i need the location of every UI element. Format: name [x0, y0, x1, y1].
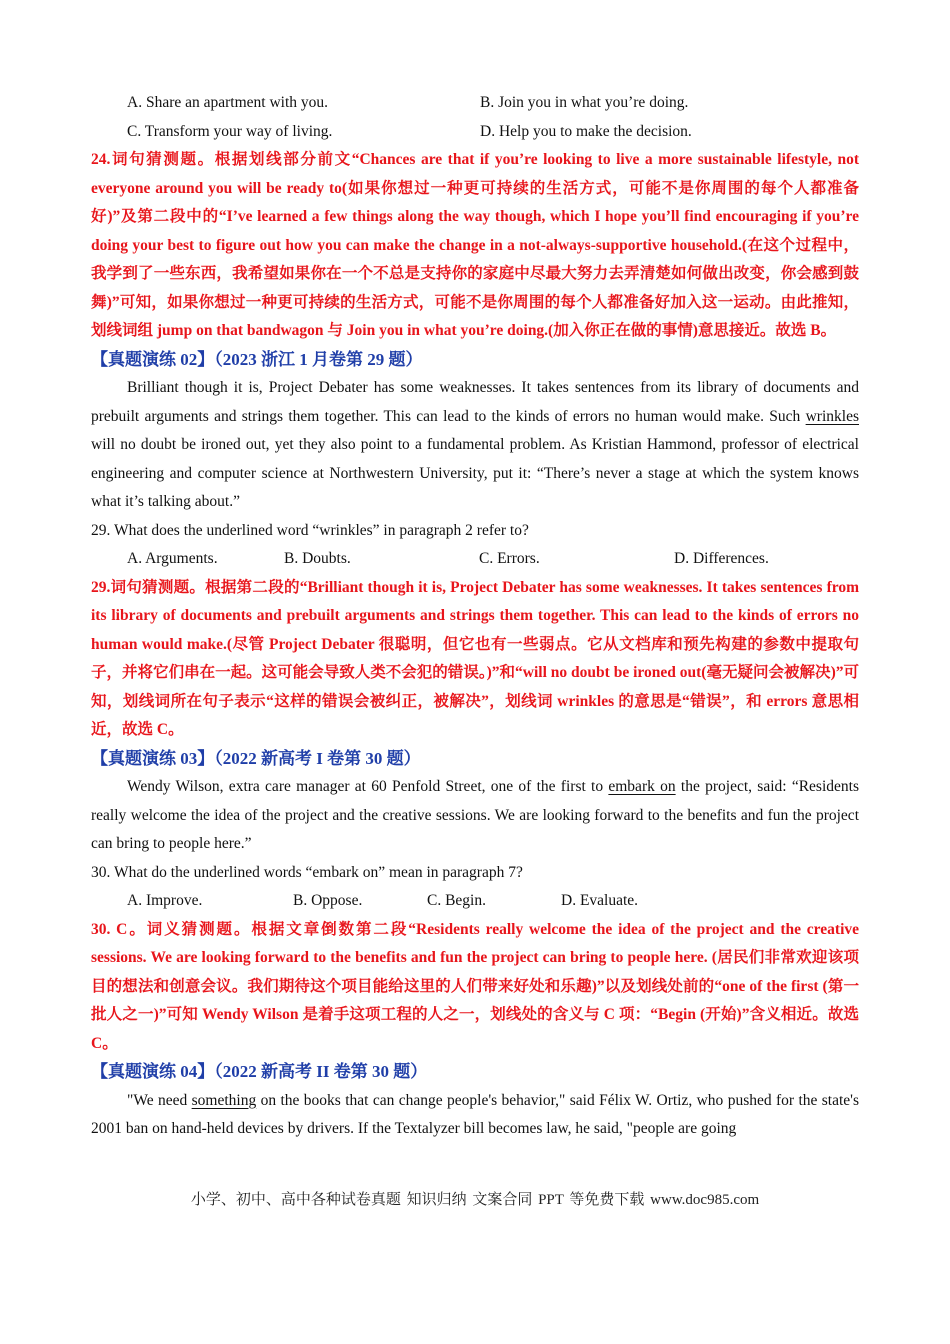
explanation-29: 29.词句猜测题。根据第二段的“Brilliant though it is, Project Debater has some weaknesses. It takes sentences from its library of documents and prebuilt arguments and strings them together. This can lead to the kinds of errors no human would make.(尽管 Project Debater 很聪明，但它也有一些弱点。它从文档库和预先构建的参数中提取句子，并将它们串在一起。这可能会导致人类不会犯的错误。)”和“will no doubt be ironed out(毫无疑问会被解决)”可知，划线词所在句子表示“这样的错误会被纠正，被解决”，划线词 wrinkles 的意思是“错误”，和 errors 意思相近，故选 C。 [91, 578, 859, 738]
q24-option-a: A. Share an apartment with you. [127, 94, 329, 111]
explanation-24: 24.词句猜测题。根据划线部分前文“Chances are that if you’re looking to live a more sustainable lifestyle, not everyone around you will be ready to(如果你想过一种更可持续的生活方式，可能不是你周围的每个人都准备好)”及第二段中的“I’ve learned a few things along the way though, which I hope you’ll find encouraging if you’re doing your best to figure out how you can make the change in a not-always-supportive household.(在这个过程中，我学到了一些东西，我希望如果你在一个不总是支持你的家庭中尽最大努力去弄清楚如何做出改变，你会感到鼓舞)”可知，如果你想过一种更可持续的生活方式，可能不是你周围的每个人都准备好加入这一运动。由此推知，划线词组 jump on that bandwagon 与 Join you in what you’re doing.(加入你正在做的事情)意思接近。故选 B。 [91, 151, 859, 339]
passage-04 [91, 1087, 859, 1144]
passage-02-text-before: Brilliant though it is, Project Debater has some weaknesses. It takes sentences from its library of documents and prebuilt arguments and strings them together. This can lead to the kinds of errors no human would make. Such [91, 379, 859, 425]
page-content [91, 89, 859, 1144]
q29-option-c: C. Errors. [479, 550, 540, 567]
explanation-30: 30. C。词义猜测题。根据文章倒数第二段“Residents really welcome the idea of the project and the creative sessions. We are looking forward to the benefits and fun the project can bring to people here. (居民们非常欢迎该项目的想法和创意会议。我们期待这个项目能给这里的人们带来好处和乐趣)”以及划线处前的“one of the first (第一批人之一)”可知 Wendy Wilson 是着手这项工程的人之一，划线处的含义与 C 项：“Begin (开始)”含义相近。故选 C。 [91, 920, 859, 1052]
q24-option-c: C. Transform your way of living. [127, 122, 333, 140]
underlined-word-something: something [191, 1091, 257, 1109]
q24-options-row-2 [91, 118, 859, 147]
q29-option-b: B. Doubts. [284, 550, 351, 567]
q29-option-d: D. Differences. [674, 550, 769, 567]
q30-option-b: B. Oppose. [293, 892, 363, 909]
q24-options-row-1 [91, 89, 859, 118]
q24-option-d: D. Help you to make the decision. [480, 122, 692, 140]
passage-03-text-before: Wendy Wilson, extra care manager at 60 Penfold Street, one of the first to [127, 778, 609, 795]
underlined-words-embark-on: embark on [608, 778, 676, 795]
q29-options [91, 545, 859, 574]
q30-option-d: D. Evaluate. [561, 892, 639, 909]
question-29: 29. What does the underlined word “wrinkles” in paragraph 2 refer to? [91, 521, 529, 539]
passage-04-text-after: on the books that can change people's behavior," said Félix W. Ortiz, who pushed for the state's 2001 ban on hand-held devices by drivers. If the Textalyzer bill becomes law, he said, "people are going [91, 1091, 859, 1137]
passage-02-text-after: will no doubt be ironed out, yet they also point to a fundamental problem. As Kristian Hammond, professor of electrical engineering and computer science at Northwestern University, put it: “There’s never a stage at which the system knows what it’s talking about.” [91, 436, 859, 510]
q30-option-c: C. Begin. [427, 892, 486, 909]
page-footer: 小学、初中、高中各种试卷真题 知识归纳 文案合同 PPT 等免费下载 www.doc985.com [190, 1192, 760, 1208]
q29-option-a: A. Arguments. [127, 550, 218, 567]
underlined-word-wrinkles: wrinkles [805, 407, 859, 425]
question-30: 30. What do the underlined words “embark on” mean in paragraph 7? [91, 863, 523, 881]
passage-03 [91, 773, 859, 859]
section-heading-04: 【真题演练 04】（2022 新高考 II 卷第 30 题） [91, 1062, 428, 1081]
section-heading-03: 【真题演练 03】（2022 新高考 I 卷第 30 题） [91, 748, 421, 768]
section-heading-02: 【真题演练 02】（2023 浙江 1 月卷第 29 题） [91, 349, 423, 369]
passage-04-text-before: "We need [127, 1091, 192, 1109]
q30-option-a: A. Improve. [127, 892, 203, 909]
q24-option-b: B. Join you in what you’re doing. [480, 94, 689, 111]
q30-options [91, 887, 859, 916]
passage-03-text-after: the project, said: “Residents really welcome the idea of the project and the creative sessions. We are looking forward to the benefits and fun the project can bring to people here.” [91, 778, 859, 852]
passage-02 [91, 374, 859, 517]
